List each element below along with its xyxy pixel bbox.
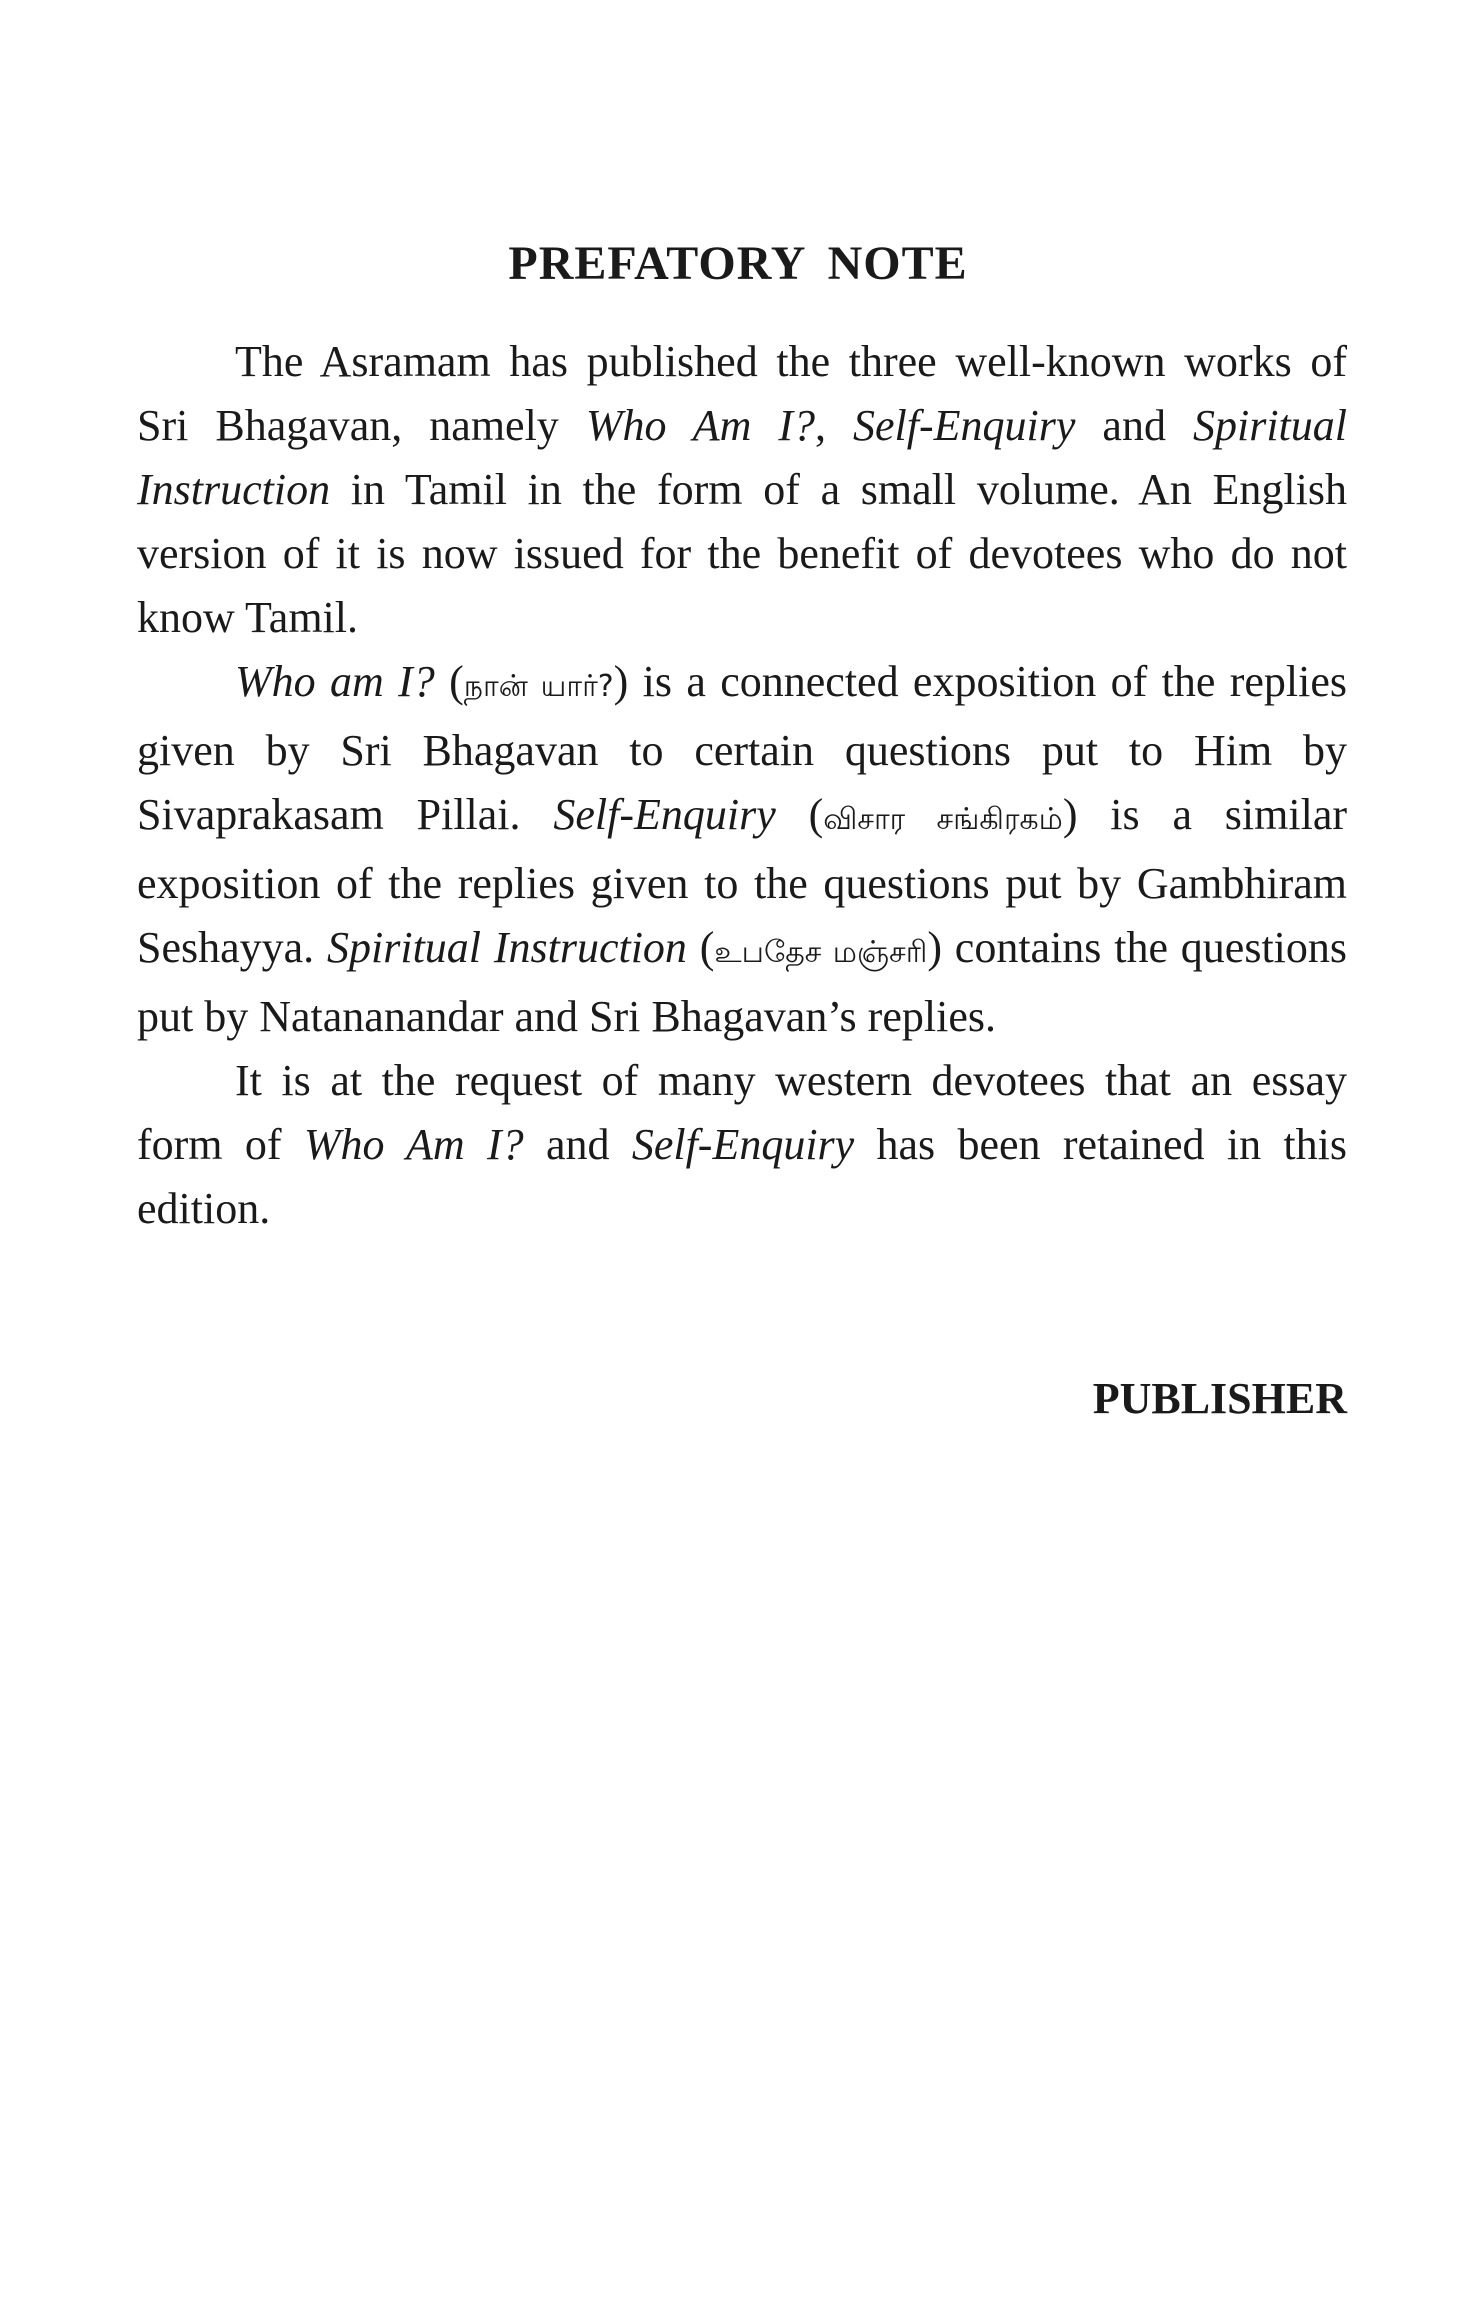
italic-title: Who am I? xyxy=(235,657,435,706)
text-run: and xyxy=(523,1120,632,1169)
text-run: in Tamil in the form of a small volume. An English version of it is now issued for the benefit of devotees who do not know Tamil. xyxy=(137,465,1347,642)
paragraph xyxy=(137,650,1347,1049)
italic-title: Self-Enquiry xyxy=(553,790,776,839)
paragraph xyxy=(137,330,1347,650)
paragraph xyxy=(137,1049,1347,1241)
text-run: ( xyxy=(686,923,715,972)
signature: PUBLISHER xyxy=(1092,1374,1347,1423)
text-run: ) is a similar exposition of the replies given to the questions put by Gambhiram Seshayya. xyxy=(137,790,1348,972)
italic-title: Self-Enquiry xyxy=(631,1120,855,1169)
body-text xyxy=(137,330,1347,1241)
italic-title: Spiritual Instruction xyxy=(327,923,687,972)
text-run: The Asramam has published the three well-known works of Sri Bhagavan, namely xyxy=(137,337,1347,450)
text-run: and xyxy=(1075,401,1193,450)
italic-title: Who Am I? xyxy=(585,401,816,450)
text-run: , xyxy=(815,401,854,450)
italic-title: Who Am I? xyxy=(303,1120,524,1169)
italic-title: Spiritual Instruction xyxy=(137,401,1348,514)
tamil-title: உபதேச மஞ்சரி xyxy=(714,935,928,970)
text-run: ) is a connected exposition of the replies given by Sri Bhagavan to certain questions put to Him by Sivaprakasam Pillai. xyxy=(137,657,1347,839)
text-run: ( xyxy=(775,790,824,839)
text-run: It is at the request of many western devotees that an essay form of xyxy=(137,1056,1347,1169)
italic-title: Self-Enquiry xyxy=(853,401,1076,450)
tamil-title: விசார சங்கிரகம் xyxy=(823,802,1063,837)
page-title: PREFATORY NOTE xyxy=(508,237,968,290)
tamil-title: நான் யார்? xyxy=(463,669,614,704)
text-run: has been retained in this edition. xyxy=(137,1120,1347,1233)
text-run: ( xyxy=(434,657,464,706)
text-run: ) contains the questions put by Natananandar and Sri Bhagavan’s replies. xyxy=(137,923,1348,1041)
